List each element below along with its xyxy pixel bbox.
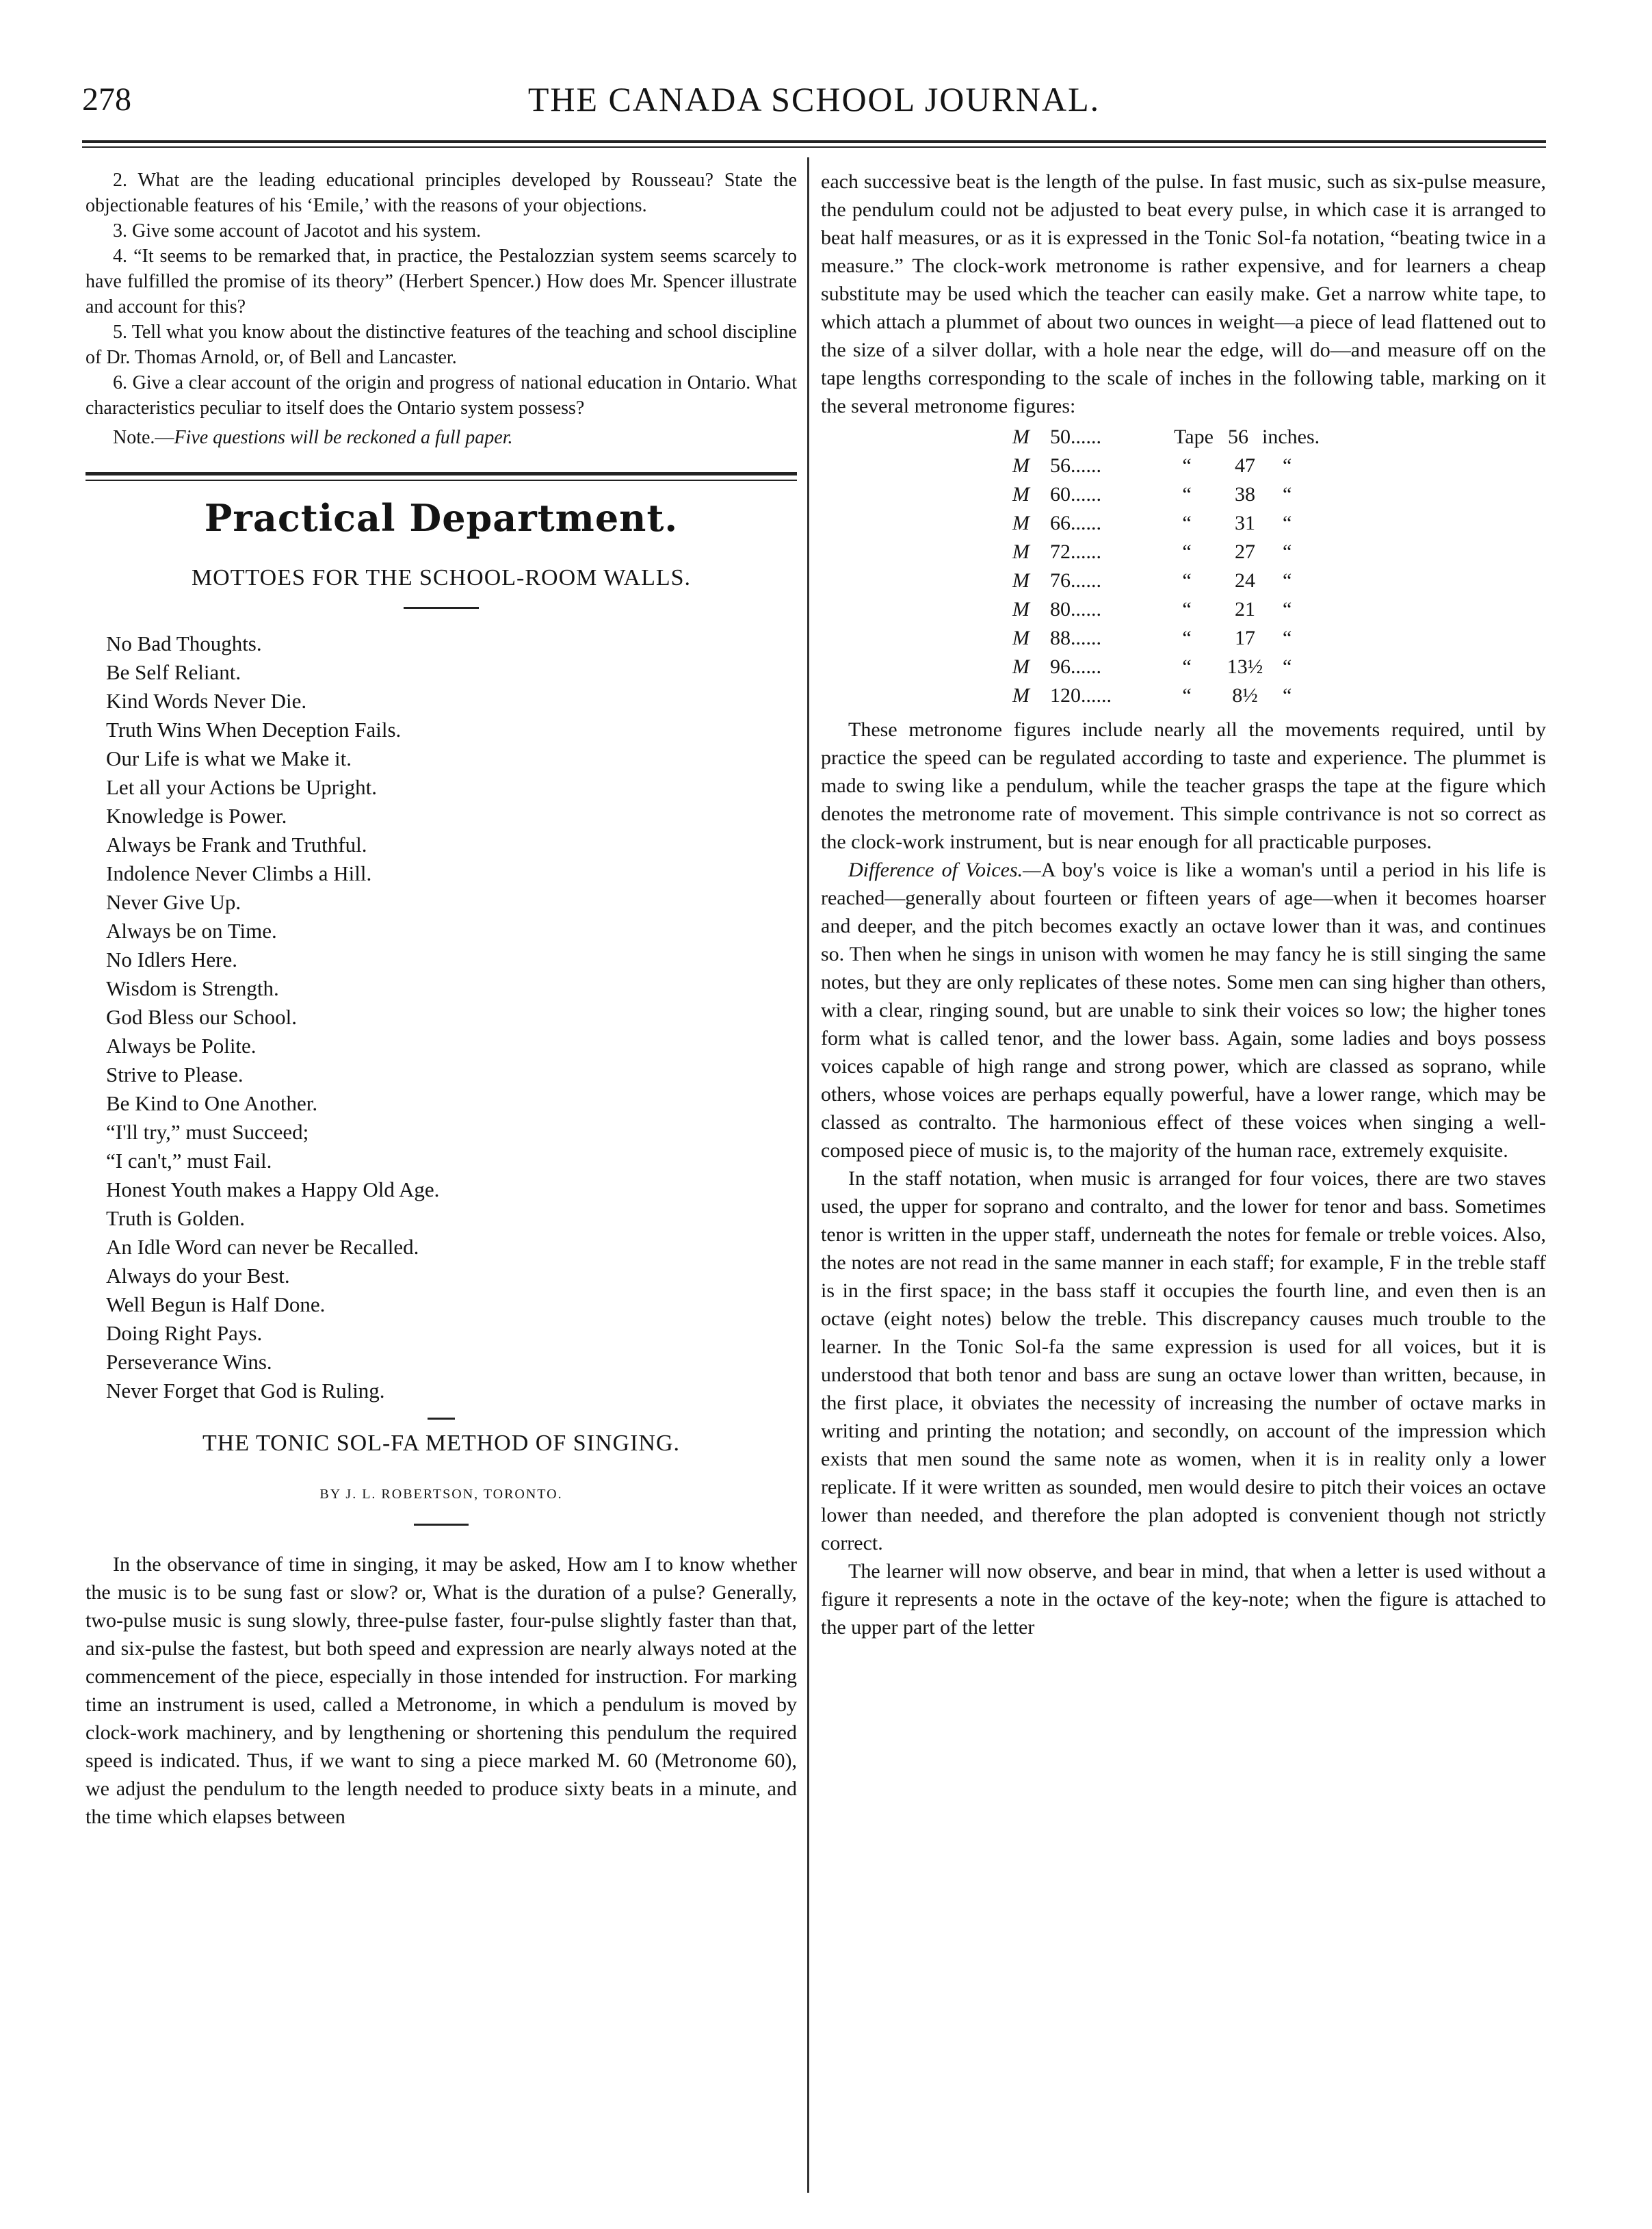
motto: Strive to Please. bbox=[106, 1063, 244, 1086]
metronome-row bbox=[1012, 653, 1546, 681]
metronome-figure: 76...... bbox=[1050, 569, 1101, 592]
motto: Indolence Never Climbs a Hill. bbox=[106, 861, 372, 885]
metronome-ditto: “ bbox=[1182, 684, 1192, 707]
metronome-figure: 96...... bbox=[1050, 655, 1101, 678]
question-5: 5. Tell what you know about the distinctive features of the teaching and school discipline of Dr. Thomas Arnold, or, of Bell and Lancaster. bbox=[86, 322, 797, 368]
metronome-ditto: “ bbox=[1182, 569, 1192, 592]
department-heading: Practical Department. bbox=[204, 496, 679, 540]
metronome-ditto: “ bbox=[1182, 598, 1192, 621]
motto: Knowledge is Power. bbox=[106, 804, 287, 828]
metronome-ditto: “ bbox=[1283, 627, 1292, 649]
metronome-ditto: “ bbox=[1283, 540, 1292, 563]
motto: Kind Words Never Die. bbox=[106, 689, 307, 713]
metronome-row bbox=[1012, 566, 1546, 595]
metronome-letter: M bbox=[1012, 569, 1030, 592]
tape-length: 17 bbox=[1235, 627, 1255, 649]
motto: Always do your Best. bbox=[106, 1264, 290, 1288]
voices-text: A boy's voice is like a woman's until a period in his life is reached—generally about fourteen or fifteen years of age—when it becomes hoarser and deeper, and the pitch becomes exactly an octave lower than it was, and continues so. Then when he sings in unison with women he may fancy he is still singing the same notes, but they are only replicates of these notes. Some men can sing higher than others, with a clear, ringing sound, but are unable to sink their voices so low; the higher tones form what is called tenor, and the lower bass. Again, some ladies and boys possess voices capable of high range and strong power, which are classed as soprano, while others, whose voices are perhaps equally powerful, have a lower range, which may be classed as contralto. The harmonious effect of these voices when singing a well-composed piece of music is, to the majority of the human race, extremely exquisite. bbox=[821, 859, 1546, 1162]
metronome-letter: M bbox=[1012, 655, 1030, 678]
metronome-ditto: “ bbox=[1283, 483, 1292, 506]
paragraph: The learner will now observe, and bear in mind, that when a letter is used without a figure it represents a note in the octave of the key-note; when the figure is attached to the upper part of the letter bbox=[821, 1560, 1546, 1639]
metronome-ditto: “ bbox=[1283, 569, 1292, 592]
motto: “I can't,” must Fail. bbox=[106, 1149, 272, 1173]
metronome-row bbox=[1012, 595, 1546, 624]
metronome-letter: M bbox=[1012, 598, 1030, 621]
metronome-letter: M bbox=[1012, 426, 1030, 448]
voices-label: Difference of Voices.— bbox=[848, 859, 1041, 881]
metronome-letter: M bbox=[1012, 627, 1030, 649]
metronome-ditto: “ bbox=[1182, 454, 1192, 477]
tape-length: 56 bbox=[1228, 426, 1248, 448]
header-rule bbox=[82, 140, 1546, 143]
section-rule bbox=[86, 472, 797, 481]
metronome-ditto: “ bbox=[1182, 540, 1192, 563]
motto: Always be Frank and Truthful. bbox=[106, 833, 367, 857]
column-divider bbox=[807, 157, 809, 2193]
metronome-row bbox=[1012, 452, 1546, 480]
motto: No Idlers Here. bbox=[106, 948, 237, 972]
paragraph: These metronome figures include nearly all the movements required, until by practice the speed can be regulated according to taste and experience. The plummet is made to swing like a pendulum, while the teacher grasps the tape at the figure which denotes the metronome rate of movement. This simple contrivance is not so correct as the clock-work instrument, but is near enough for all practicable purposes. bbox=[821, 718, 1546, 853]
metronome-figure: 66...... bbox=[1050, 512, 1101, 534]
motto: No Bad Thoughts. bbox=[106, 631, 262, 655]
metronome-ditto: Tape bbox=[1174, 426, 1214, 448]
metronome-figure: 120...... bbox=[1050, 684, 1112, 707]
tape-length: 21 bbox=[1235, 598, 1255, 621]
short-rule bbox=[428, 1418, 455, 1420]
motto: Let all your Actions be Upright. bbox=[106, 775, 378, 799]
short-rule bbox=[404, 607, 479, 609]
metronome-letter: M bbox=[1012, 540, 1030, 563]
note-label: Note.— bbox=[113, 427, 174, 448]
right-column bbox=[821, 168, 1546, 1641]
header-rule-thin bbox=[82, 146, 1546, 148]
motto: Truth Wins When Deception Fails. bbox=[106, 718, 402, 742]
metronome-row bbox=[1012, 624, 1546, 653]
metronome-row bbox=[1012, 480, 1546, 509]
short-rule bbox=[414, 1524, 469, 1526]
tape-length: 13½ bbox=[1227, 655, 1263, 678]
metronome-ditto: “ bbox=[1182, 512, 1192, 534]
motto: Well Begun is Half Done. bbox=[106, 1292, 326, 1316]
metronome-figure: 60...... bbox=[1050, 483, 1101, 506]
metronome-ditto: “ bbox=[1283, 512, 1292, 534]
metronome-row bbox=[1012, 538, 1546, 566]
metronome-table bbox=[1012, 423, 1546, 710]
metronome-ditto: “ bbox=[1182, 627, 1192, 649]
page-number: 278 bbox=[82, 81, 131, 118]
metronome-ditto: “ bbox=[1182, 655, 1192, 678]
note-text: Five questions will be reckoned a full paper. bbox=[174, 427, 513, 448]
motto: Be Kind to One Another. bbox=[106, 1091, 318, 1115]
motto: Always be on Time. bbox=[106, 919, 277, 943]
motto: Always be Polite. bbox=[106, 1034, 257, 1058]
metronome-letter: M bbox=[1012, 512, 1030, 534]
paragraph: In the staff notation, when music is arranged for four voices, there are two staves used, the upper for soprano and contralto, and the lower for tenor and bass. Sometimes tenor is written in the upper staff, underneath the notes for female or treble voices. Also, the notes are not read in the same manner in each staff; for example, F in the treble staff is in the first space; in the bass staff it occupies the fourth line, and even then is an octave (eight notes) below the treble. This discrepancy causes much trouble to the learner. In the Tonic Sol-fa the same expression is used for all voices, but it is understood that both tenor and bass are sung an octave lower than written, because, in the first place, it obviates the necessity of increasing the number of octave marks in writing and printing the notation; and secondly, on account of the impression which exists that men sound the same note as women, when it is in reality only a lower replicate. If it were written as sounded, men would desire to pitch their voices an octave lower than needed, and therefore the plan adopted is convenient though not strictly correct. bbox=[821, 1167, 1546, 1554]
tape-length: 47 bbox=[1235, 454, 1255, 477]
mottoes-title: MOTTOES FOR THE SCHOOL-ROOM WALLS. bbox=[191, 565, 692, 590]
question-4: 4. “It seems to be remarked that, in practice, the Pestalozzian system seems scarcely to have fulfilled the promise of its theory” (Herbert Spencer.) How does Mr. Spencer illustrate and account for this? bbox=[86, 246, 797, 317]
metronome-ditto: “ bbox=[1283, 454, 1292, 477]
metronome-row bbox=[1012, 423, 1546, 452]
metronome-letter: M bbox=[1012, 483, 1030, 506]
metronome-ditto: “ bbox=[1283, 684, 1292, 707]
question-2: 2. What are the leading educational principles developed by Rousseau? State the objectionable features of his ‘Emile,’ with the reasons of your objections. bbox=[86, 170, 797, 216]
metronome-letter: M bbox=[1012, 454, 1030, 477]
motto: Perseverance Wins. bbox=[106, 1350, 272, 1374]
motto: An Idle Word can never be Recalled. bbox=[106, 1235, 419, 1259]
question-6: 6. Give a clear account of the origin and progress of national education in Ontario. What characteristics peculiar to itself does the Ontario system possess? bbox=[86, 372, 797, 419]
exam-questions bbox=[86, 168, 797, 421]
page-header bbox=[82, 75, 1546, 130]
motto: God Bless our School. bbox=[106, 1005, 297, 1029]
motto: Be Self Reliant. bbox=[106, 660, 241, 684]
metronome-figure: 56...... bbox=[1050, 454, 1101, 477]
motto: Wisdom is Strength. bbox=[106, 976, 279, 1000]
journal-title: THE CANADA SCHOOL JOURNAL. bbox=[527, 80, 1101, 118]
tonic-solfa-title: THE TONIC SOL-FA METHOD OF SINGING. bbox=[202, 1431, 681, 1456]
byline: BY J. L. ROBERTSON, TORONTO. bbox=[319, 1487, 563, 1502]
paragraph: each successive beat is the length of the pulse. In fast music, such as six-pulse measure, the pendulum could not be adjusted to beat every pulse, in which case it is arranged to beat half measures, or as it is expressed in the Tonic Sol-fa notation, “beating twice in a measure.” The clock-work metronome is rather expensive, and for learners a cheap substitute may be used which the teacher can easily make. Get a narrow white tape, to which attach a plummet of about two ounces in weight—a piece of lead flattened out to the size of a silver dollar, with a hole near the edge, will do—and measure off on the tape lengths corresponding to the scale of inches in the following table, marking on it the several metronome figures: bbox=[821, 170, 1546, 417]
tape-length: 24 bbox=[1235, 569, 1255, 592]
metronome-row bbox=[1012, 681, 1546, 710]
metronome-figure: 80...... bbox=[1050, 598, 1101, 621]
tape-length: 31 bbox=[1235, 512, 1255, 534]
motto: Our Life is what we Make it. bbox=[106, 746, 352, 770]
tape-length: 27 bbox=[1235, 540, 1255, 563]
tonic-paragraph: In the observance of time in singing, it may be asked, How am I to know whether the music is to be sung fast or slow? or, What is the duration of a pulse? Generally, two-pulse music is sung slowly, three-pulse faster, four-pulse slightly faster than that, and six-pulse the fastest, but both speed and expression are nearly always noted at the commencement of the piece, especially in those intended for instruction. For marking time an instrument is used, called a Metronome, in which a pendulum is moved by clock-work machinery, and by lengthening or shortening this pendulum the required speed is indicated. Thus, if we want to sing a piece marked M. 60 (Metronome 60), we adjust the pendulum to the length needed to produce sixty beats in a minute, and the time which elapses between bbox=[86, 1553, 797, 1828]
metronome-figure: 50...... bbox=[1050, 426, 1101, 448]
metronome-figure: 88...... bbox=[1050, 627, 1101, 649]
motto: Truth is Golden. bbox=[106, 1206, 245, 1230]
metronome-row bbox=[1012, 509, 1546, 538]
paragraph-voices bbox=[821, 856, 1546, 1164]
exam-note bbox=[86, 423, 797, 452]
motto: “I'll try,” must Succeed; bbox=[106, 1120, 309, 1144]
metronome-ditto: inches. bbox=[1262, 426, 1320, 448]
metronome-letter: M bbox=[1012, 684, 1030, 707]
motto: Honest Youth makes a Happy Old Age. bbox=[106, 1177, 440, 1201]
motto: Never Give Up. bbox=[106, 890, 241, 914]
question-3: 3. Give some account of Jacotot and his system. bbox=[113, 220, 482, 242]
motto: Doing Right Pays. bbox=[106, 1321, 263, 1345]
metronome-ditto: “ bbox=[1283, 598, 1292, 621]
metronome-figure: 72...... bbox=[1050, 540, 1101, 563]
tape-length: 38 bbox=[1235, 483, 1255, 506]
metronome-ditto: “ bbox=[1283, 655, 1292, 678]
motto: Never Forget that God is Ruling. bbox=[106, 1379, 385, 1403]
mottoes-list bbox=[86, 629, 797, 1405]
left-column bbox=[86, 168, 797, 1831]
tape-length: 8½ bbox=[1232, 684, 1258, 707]
metronome-ditto: “ bbox=[1182, 483, 1192, 506]
